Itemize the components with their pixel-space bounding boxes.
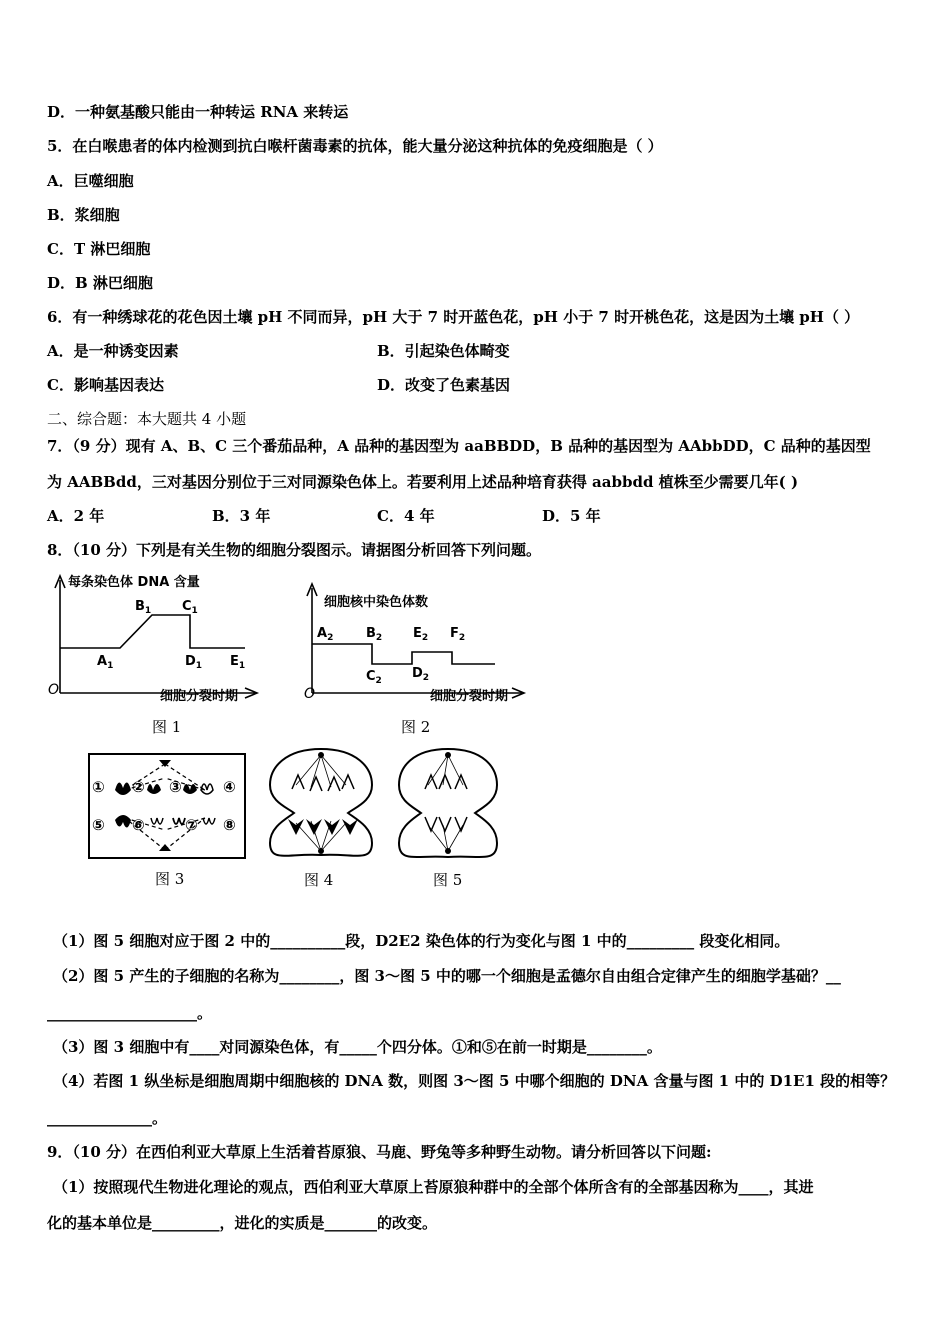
q8-sub2-line1: （2）图 5 产生的子细胞的名称为________，图 3～图 5 中的哪一个细胞是孟德尔自由组合定律产生的细胞学基础？__	[53, 967, 841, 985]
fig1-origin: O	[48, 682, 60, 698]
figure-3-cell	[85, 750, 250, 892]
q9-stem: 9．（10 分）在西伯利亚大草原上生活着苔原狼、马鹿、野兔等多种野生动物。请分析回答以下问题:	[47, 1143, 712, 1161]
fig5-caption: 图 5	[433, 871, 463, 889]
q6-stem: 6．有一种绣球花的花色因土壤 pH 不同而异，pH 大于 7 时开蓝色花，pH 小于 7 时开桃色花，这是因为土壤 pH（ ）	[47, 308, 860, 326]
q8-sub1: （1）图 5 细胞对应于图 2 中的__________段，D2E2 染色体的行为变化与图 1 中的_________ 段变化相同。	[53, 932, 790, 950]
q9-sub1-line2: 化的基本单位是_________，进化的实质是_______的改变。	[47, 1214, 438, 1232]
q4-option-d: D．一种氨基酸只能由一种转运 RNA 来转运	[47, 103, 349, 121]
q7-option-b: B．3 年	[212, 507, 271, 525]
fig3-num-7: ⑦	[185, 816, 198, 834]
fig3-num-3: ③	[169, 778, 182, 796]
fig2-caption: 图 2	[401, 718, 431, 736]
fig2-xlabel: 细胞分裂时期	[430, 689, 509, 704]
fig1-caption: 图 1	[152, 718, 182, 736]
fig2-ylabel: 细胞核中染色体数	[324, 595, 429, 610]
fig1-point-d: $D_1$	[185, 654, 203, 671]
fig1-point-a: $A_1$	[97, 654, 114, 671]
q8-stem: 8．（10 分）下列是有关生物的细胞分裂图示。请据图分析回答下列问题。	[47, 541, 542, 559]
fig1-point-c: $C_1$	[182, 599, 198, 616]
section-heading: 二、综合题：本大题共 4 小题	[47, 410, 247, 428]
fig2-point-e: $E_2$	[413, 626, 429, 643]
fig3-num-5: ⑤	[92, 816, 105, 834]
fig2-origin: O	[304, 686, 316, 702]
q8-sub4-line2: ______________。	[47, 1109, 168, 1127]
fig3-num-6: ⑥	[132, 816, 145, 834]
fig3-num-2: ②	[132, 778, 145, 796]
q7-option-c: C．4 年	[377, 507, 435, 525]
fig3-num-8: ⑧	[223, 816, 236, 834]
q6-option-c: C．影响基因表达	[47, 376, 164, 394]
q5-option-c: C．T 淋巴细胞	[47, 240, 151, 258]
fig3-caption: 图 3	[155, 870, 185, 888]
q5-option-b: B．浆细胞	[47, 206, 120, 224]
fig2-point-c: $C_2$	[366, 669, 382, 686]
q6-option-d: D．改变了色素基因	[377, 376, 511, 394]
q7-option-d: D．5 年	[542, 507, 601, 525]
fig2-point-d: $D_2$	[412, 666, 430, 683]
q7-line2: 为 AABBdd，三对基因分别位于三对同源染色体上。若要利用上述品种培育获得 aabbdd 植株至少需要几年( )	[47, 473, 799, 491]
fig3-num-1: ①	[92, 778, 105, 796]
q9-sub1-line1: （1）按照现代生物进化理论的观点，西伯利亚大草原上苔原狼种群中的全部个体所含有的全部基因称为____，其进	[53, 1178, 814, 1196]
q5-option-d: D．B 淋巴细胞	[47, 274, 153, 292]
q7-line1: 7．（9 分）现有 A、B、C 三个番茄品种，A 品种的基因型为 aaBBDD，B 品种的基因型为 AAbbDD，C 品种的基因型	[47, 437, 871, 455]
fig1-ylabel: 每条染色体 DNA 含量	[68, 575, 200, 590]
q6-option-a: A．是一种诱变因素	[47, 342, 179, 360]
q8-sub3: （3）图 3 细胞中有____对同源染色体，有_____个四分体。①和⑤在前一时期是________。	[53, 1038, 662, 1056]
fig1-xlabel: 细胞分裂时期	[160, 689, 239, 704]
fig1-point-b: $B_1$	[135, 599, 152, 616]
figure-2-graph	[300, 580, 540, 743]
fig1-point-e: $E_1$	[230, 654, 246, 671]
fig2-point-a: $A_2$	[317, 626, 334, 643]
fig3-num-4: ④	[223, 778, 236, 796]
fig2-point-f: $F_2$	[450, 626, 466, 643]
q5-option-a: A．巨噬细胞	[47, 172, 134, 190]
q5-stem: 5．在白喉患者的体内检测到抗白喉杆菌毒素的抗体，能大量分泌这种抗体的免疫细胞是（ ）	[47, 137, 663, 155]
fig2-point-b: $B_2$	[366, 626, 383, 643]
figure-5-cell	[393, 745, 503, 892]
figure-1-graph	[40, 568, 270, 743]
q8-sub4-line1: （4）若图 1 纵坐标是细胞周期中细胞核的 DNA 数，则图 3～图 5 中哪个细胞的 DNA 含量与图 1 中的 D1E1 段的相等？	[53, 1072, 896, 1090]
q7-option-a: A．2 年	[47, 507, 105, 525]
fig4-caption: 图 4	[304, 871, 334, 889]
q6-option-b: B．引起染色体畸变	[377, 342, 510, 360]
figure-4-cell	[266, 745, 376, 892]
q8-sub2-line2: ____________________。	[47, 1004, 213, 1022]
